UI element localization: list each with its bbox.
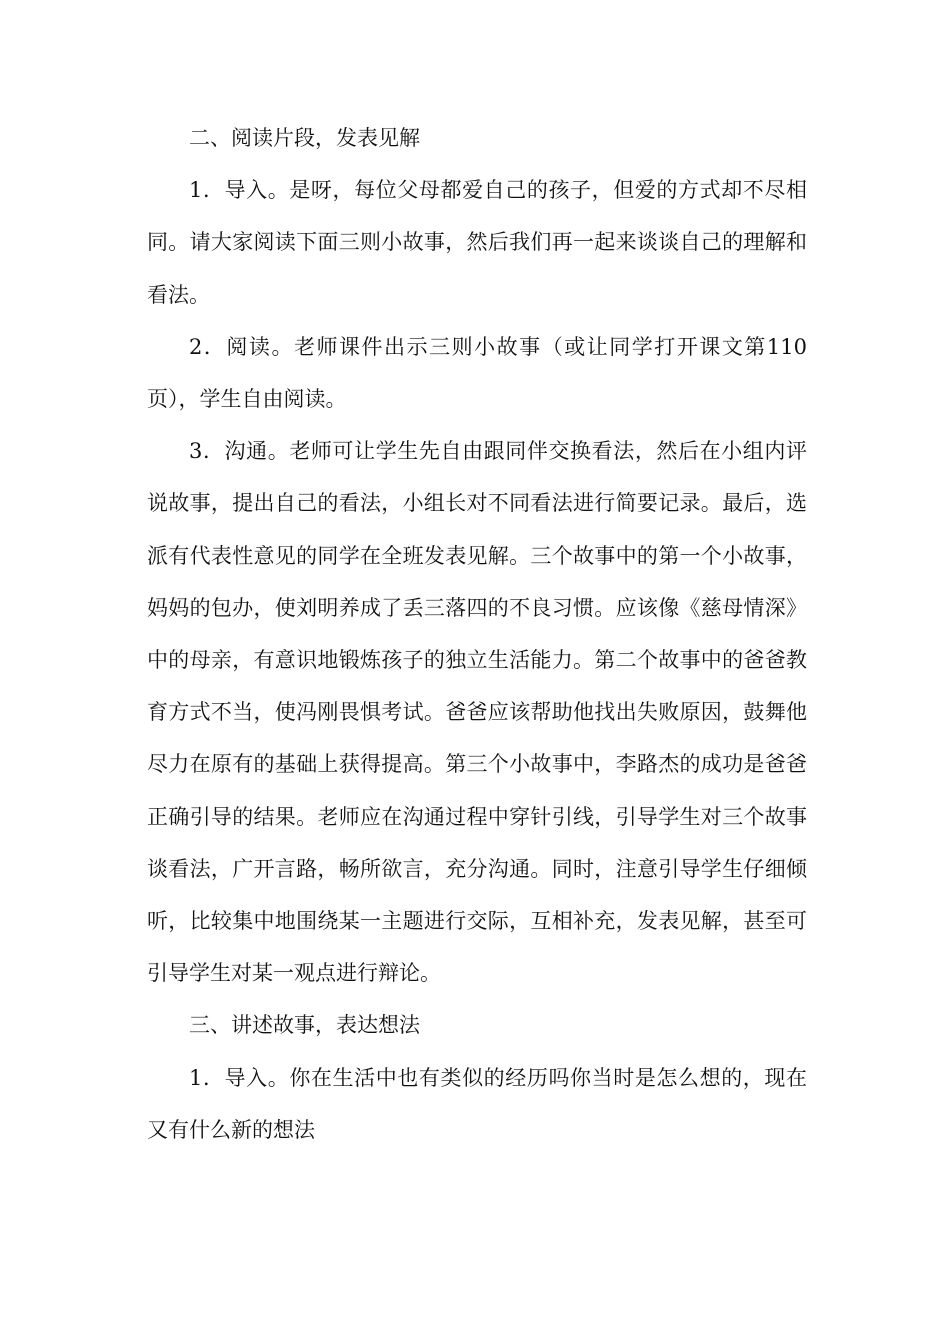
paragraph: 1．导入。是呀，每位父母都爱自己的孩子，但爱的方式却不尽相同。请大家阅读下面三则小故事，然后我们再一起来谈谈自己的理解和看法。 bbox=[147, 178, 807, 307]
section-heading: 三、讲述故事，表达想法 bbox=[189, 1013, 420, 1038]
section-heading: 二、阅读片段，发表见解 bbox=[189, 126, 420, 150]
paragraph: 2．阅读。老师课件出示三则小故事（或让同学打开课文第110页），学生自由阅读。 bbox=[147, 334, 807, 412]
document-body bbox=[147, 112, 807, 1156]
paragraph: 3．沟通。老师可让学生先自由跟同伴交换看法，然后在小组内评说故事，提出自己的看法，小组长对不同看法进行简要记录。最后，选派有代表性意见的同学在全班发表见解。三个故事中的第一个小故事，妈妈的包办，使刘明养成了丢三落四的不良习惯。应该像《慈母情深》中的母亲，有意识地锻炼孩子的独立生活能力。第二个故事中的爸爸教育方式不当，使冯刚畏惧考试。爸爸应该帮助他找出失败原因，鼓舞他尽力在原有的基础上获得提高。第三个小故事中，李路杰的成功是爸爸正确引导的结果。老师应在沟通过程中穿针引线，引导学生对三个故事谈看法，广开言路，畅所欲言，充分沟通。同时，注意引导学生仔细倾听，比较集中地围绕某一主题进行交际，互相补充，发表见解，甚至可引导学生对某一观点进行辩论。 bbox=[147, 439, 807, 986]
paragraph: 1．导入。你在生活中也有类似的经历吗你当时是怎么想的，现在又有什么新的想法 bbox=[147, 1065, 807, 1142]
